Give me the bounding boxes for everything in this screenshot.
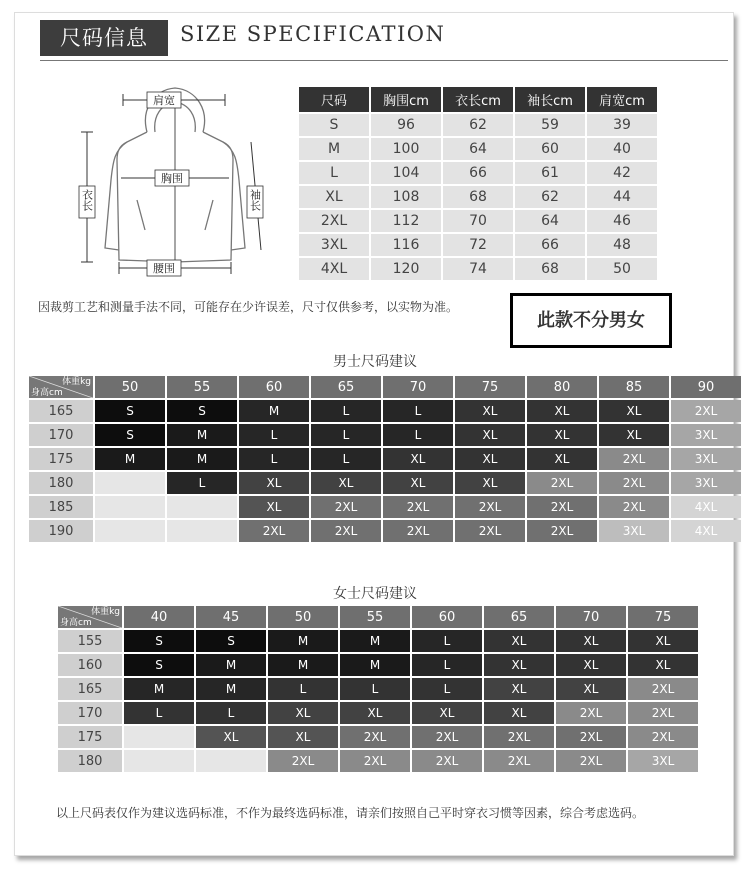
spec-cell: S [299, 114, 369, 136]
size-cell: M [95, 448, 165, 470]
size-cell [95, 472, 165, 494]
corner-cell [29, 376, 93, 398]
weight-header-row [58, 606, 698, 628]
size-cell: S [196, 630, 266, 652]
table-row [58, 654, 698, 676]
size-cell: L [167, 472, 237, 494]
spec-cell: 62 [515, 186, 585, 208]
size-cell: XL [455, 472, 525, 494]
table-row [299, 210, 657, 232]
size-cell: 3XL [671, 448, 741, 470]
size-cell: XL [484, 678, 554, 700]
spec-cell: 50 [587, 258, 657, 280]
height-cell: 165 [29, 400, 93, 422]
weight-header: 70 [383, 376, 453, 398]
spec-cell: 116 [371, 234, 441, 256]
size-cell: 2XL [556, 702, 626, 724]
size-cell: XL [628, 654, 698, 676]
spec-cell: 61 [515, 162, 585, 184]
size-cell: L [268, 678, 338, 700]
spec-cell: 64 [515, 210, 585, 232]
weight-header: 70 [556, 606, 626, 628]
size-cell: XL [196, 726, 266, 748]
size-cell: 3XL [599, 520, 669, 542]
spec-cell: 100 [371, 138, 441, 160]
spec-cell: 42 [587, 162, 657, 184]
table-row [299, 162, 657, 184]
size-cell [124, 750, 194, 772]
page-title: SIZE SPECIFICATION [180, 22, 446, 46]
spec-cell: 48 [587, 234, 657, 256]
spec-cell: 108 [371, 186, 441, 208]
spec-cell: L [299, 162, 369, 184]
height-cell: 180 [29, 472, 93, 494]
height-axis-label: 身高cm [31, 388, 63, 398]
recommendation-disclaimer: 以上尺码表仅作为建议选码标准，不作为最终选码标准，请亲们按照自己平时穿衣习惯等因素，综合考虑选码。 [56, 806, 645, 820]
spec-cell: 3XL [299, 234, 369, 256]
size-cell: XL [556, 654, 626, 676]
size-cell [95, 520, 165, 542]
size-cell: 2XL [527, 472, 597, 494]
size-cell: 3XL [671, 424, 741, 446]
size-cell: XL [383, 448, 453, 470]
size-cell: M [340, 654, 410, 676]
height-cell: 175 [58, 726, 122, 748]
height-cell: 165 [58, 678, 122, 700]
weight-axis-label: 体重kg [62, 377, 91, 387]
weight-header: 40 [124, 606, 194, 628]
size-cell: 2XL [599, 448, 669, 470]
table-row [58, 726, 698, 748]
size-cell: 2XL [556, 726, 626, 748]
size-cell: L [383, 424, 453, 446]
weight-axis-label: 体重kg [91, 607, 120, 617]
weight-header: 55 [167, 376, 237, 398]
height-cell: 170 [58, 702, 122, 724]
size-cell: 2XL [628, 702, 698, 724]
size-cell: 2XL [455, 520, 525, 542]
spec-cell: 68 [443, 186, 513, 208]
weight-header: 75 [455, 376, 525, 398]
table-row [299, 186, 657, 208]
spec-cell: 66 [515, 234, 585, 256]
size-cell: 4XL [671, 520, 741, 542]
weight-header: 65 [311, 376, 381, 398]
size-cell: 2XL [484, 726, 554, 748]
weight-header: 60 [412, 606, 482, 628]
table-row [299, 258, 657, 280]
size-cell: L [311, 448, 381, 470]
women-size-table [56, 604, 700, 774]
size-cell: XL [311, 472, 381, 494]
spec-cell: 4XL [299, 258, 369, 280]
size-cell: XL [556, 678, 626, 700]
table-row [299, 138, 657, 160]
height-cell: 170 [29, 424, 93, 446]
size-spec-table [297, 85, 659, 282]
size-cell: 2XL [383, 520, 453, 542]
size-cell: L [311, 424, 381, 446]
spec-cell: 59 [515, 114, 585, 136]
size-cell: XL [268, 726, 338, 748]
men-size-table [27, 374, 743, 544]
spec-header: 袖长cm [515, 87, 585, 112]
size-cell [167, 520, 237, 542]
height-cell: 175 [29, 448, 93, 470]
size-cell: XL [455, 424, 525, 446]
height-cell: 160 [58, 654, 122, 676]
size-cell: 4XL [671, 496, 741, 518]
size-cell: L [412, 654, 482, 676]
spec-cell: 39 [587, 114, 657, 136]
table-row [29, 424, 741, 446]
spec-header: 胸围cm [371, 87, 441, 112]
size-cell: 2XL [340, 750, 410, 772]
size-cell: S [167, 400, 237, 422]
size-cell: XL [484, 702, 554, 724]
size-cell [95, 496, 165, 518]
measurement-disclaimer: 因裁剪工艺和测量手法不同，可能存在少许误差，尺寸仅供参考，以实物为准。 [38, 300, 459, 314]
spec-cell: 2XL [299, 210, 369, 232]
jacket-diagram [75, 80, 275, 285]
header-divider [40, 60, 728, 61]
table-row [29, 496, 741, 518]
size-cell: XL [340, 702, 410, 724]
size-cell: L [340, 678, 410, 700]
size-cell: XL [599, 400, 669, 422]
size-cell: 2XL [527, 496, 597, 518]
size-cell: 2XL [599, 472, 669, 494]
spec-cell: 68 [515, 258, 585, 280]
size-cell: 2XL [599, 496, 669, 518]
spec-cell: 60 [515, 138, 585, 160]
table-row [29, 400, 741, 422]
size-cell: M [196, 654, 266, 676]
size-cell: 2XL [268, 750, 338, 772]
corner-cell [58, 606, 122, 628]
sleeve-label: 袖长 [248, 189, 262, 211]
height-cell: 180 [58, 750, 122, 772]
size-cell: 2XL [383, 496, 453, 518]
size-cell: L [239, 424, 309, 446]
spec-cell: 46 [587, 210, 657, 232]
size-cell: M [268, 654, 338, 676]
size-cell: XL [239, 472, 309, 494]
spec-cell: 40 [587, 138, 657, 160]
weight-header: 55 [340, 606, 410, 628]
length-label: 衣长 [80, 189, 94, 211]
size-cell: XL [455, 448, 525, 470]
size-cell: 2XL [671, 400, 741, 422]
weight-header: 45 [196, 606, 266, 628]
weight-header-row [29, 376, 741, 398]
hem-label: 腰围 [153, 262, 175, 275]
size-cell: 2XL [628, 726, 698, 748]
table-row [299, 234, 657, 256]
size-cell: L [311, 400, 381, 422]
size-cell: S [95, 400, 165, 422]
size-cell: S [124, 654, 194, 676]
size-cell: S [95, 424, 165, 446]
spec-cell: 104 [371, 162, 441, 184]
table-row [58, 702, 698, 724]
spec-header: 肩宽cm [587, 87, 657, 112]
table-row [58, 630, 698, 652]
size-cell: L [383, 400, 453, 422]
table-row [58, 678, 698, 700]
weight-header: 65 [484, 606, 554, 628]
size-cell: L [239, 448, 309, 470]
spec-cell: 74 [443, 258, 513, 280]
size-cell: M [124, 678, 194, 700]
table-row [299, 114, 657, 136]
size-cell: L [124, 702, 194, 724]
size-cell [124, 726, 194, 748]
table-row [29, 448, 741, 470]
size-cell: M [340, 630, 410, 652]
size-cell: M [239, 400, 309, 422]
size-cell: M [167, 424, 237, 446]
size-cell: 2XL [628, 678, 698, 700]
weight-header: 60 [239, 376, 309, 398]
spec-header: 尺码 [299, 87, 369, 112]
size-cell: XL [599, 424, 669, 446]
size-cell: 2XL [527, 520, 597, 542]
size-cell: L [412, 678, 482, 700]
spec-cell: M [299, 138, 369, 160]
size-cell: M [167, 448, 237, 470]
spec-cell: 96 [371, 114, 441, 136]
size-cell: XL [455, 400, 525, 422]
spec-cell: 64 [443, 138, 513, 160]
size-cell: 2XL [340, 726, 410, 748]
size-cell: M [268, 630, 338, 652]
weight-header: 90 [671, 376, 741, 398]
spec-cell: 66 [443, 162, 513, 184]
size-cell: XL [484, 654, 554, 676]
weight-header: 85 [599, 376, 669, 398]
weight-header: 80 [527, 376, 597, 398]
table-row [29, 520, 741, 542]
size-cell: XL [527, 424, 597, 446]
size-cell: XL [628, 630, 698, 652]
unisex-notice: 此款不分男女 [510, 293, 672, 348]
spec-header: 衣长cm [443, 87, 513, 112]
men-size-title: 男士尺码建议 [333, 354, 417, 370]
size-cell: 2XL [455, 496, 525, 518]
size-cell: 3XL [671, 472, 741, 494]
size-cell: XL [412, 702, 482, 724]
spec-cell: 62 [443, 114, 513, 136]
weight-header: 75 [628, 606, 698, 628]
spec-cell: 72 [443, 234, 513, 256]
size-cell [167, 496, 237, 518]
table-row [58, 750, 698, 772]
weight-header: 50 [268, 606, 338, 628]
spec-cell: XL [299, 186, 369, 208]
women-size-title: 女士尺码建议 [333, 586, 417, 602]
size-cell: XL [527, 448, 597, 470]
weight-header: 50 [95, 376, 165, 398]
size-cell: S [124, 630, 194, 652]
section-badge: 尺码信息 [40, 20, 168, 56]
size-cell: XL [556, 630, 626, 652]
size-cell: XL [239, 496, 309, 518]
chest-label: 胸围 [161, 172, 183, 185]
size-cell: M [196, 678, 266, 700]
height-cell: 155 [58, 630, 122, 652]
size-cell: 3XL [628, 750, 698, 772]
spec-cell: 120 [371, 258, 441, 280]
size-cell: 2XL [311, 496, 381, 518]
height-cell: 185 [29, 496, 93, 518]
spec-cell: 44 [587, 186, 657, 208]
spec-cell: 70 [443, 210, 513, 232]
size-cell: 2XL [484, 750, 554, 772]
size-cell: 2XL [412, 726, 482, 748]
size-cell: XL [268, 702, 338, 724]
size-cell: XL [383, 472, 453, 494]
spec-header-row [299, 87, 657, 112]
size-cell: L [196, 702, 266, 724]
height-cell: 190 [29, 520, 93, 542]
size-cell: 2XL [412, 750, 482, 772]
size-cell: 2XL [556, 750, 626, 772]
table-row [29, 472, 741, 494]
size-cell: XL [527, 400, 597, 422]
size-cell: 2XL [311, 520, 381, 542]
size-cell [196, 750, 266, 772]
size-cell: 2XL [239, 520, 309, 542]
size-cell: L [412, 630, 482, 652]
size-cell: XL [484, 630, 554, 652]
shoulder-label: 肩宽 [153, 94, 175, 107]
spec-cell: 112 [371, 210, 441, 232]
height-axis-label: 身高cm [60, 618, 92, 628]
